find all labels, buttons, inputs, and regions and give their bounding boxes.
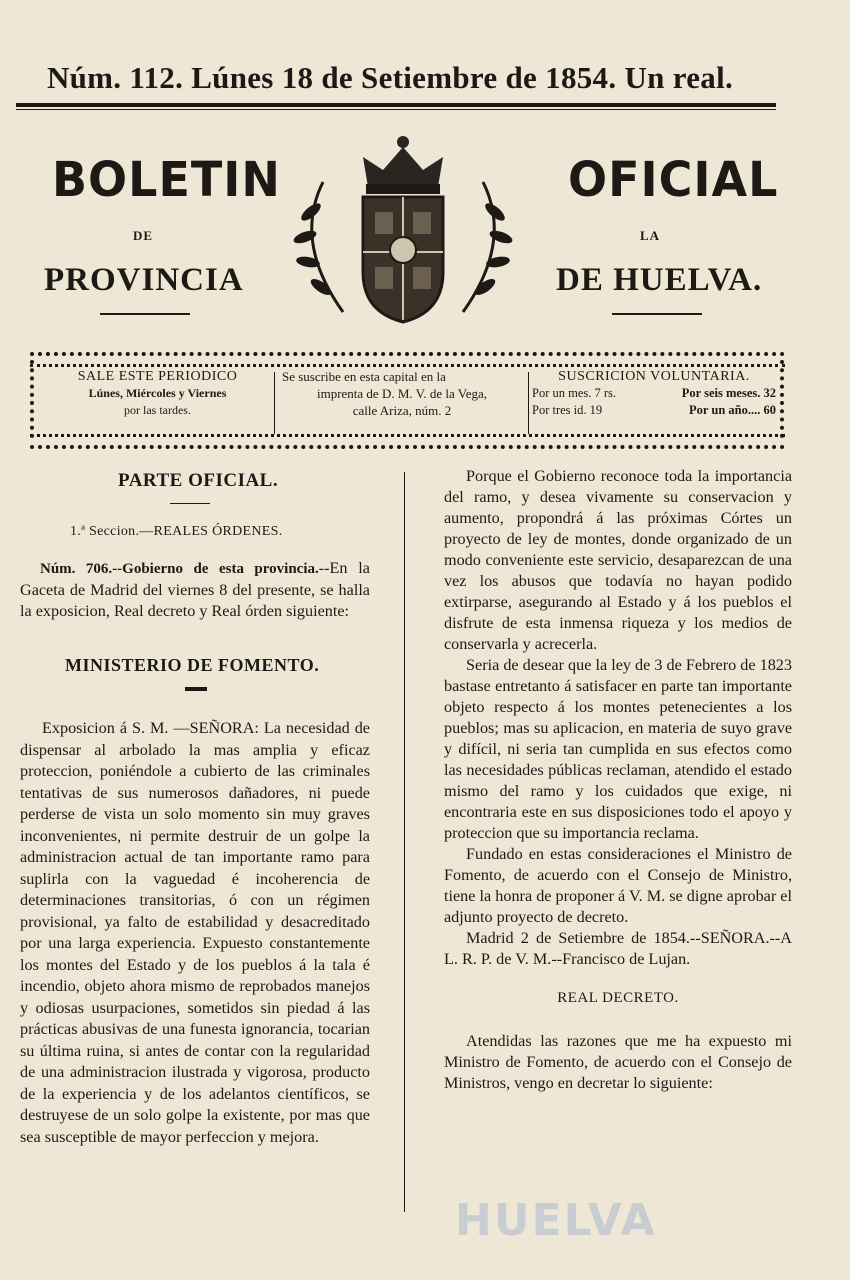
info-left-title: SALE ESTE PERIODICO [77,369,238,384]
ministry-heading: MINISTERIO DE FOMENTO. [65,655,320,675]
masthead-rule-thin [16,109,776,110]
title-flourish-left [100,313,190,315]
info-divider-1 [274,372,275,434]
exposicion-paragraph [20,718,370,1148]
price-one-month: Por un mes. 7 rs. [532,386,617,400]
right-column-text [444,466,792,1094]
price-six-months: Por seis meses. 32 [681,386,776,400]
title-la: LA [640,228,661,243]
info-price-row-2 [532,402,776,419]
section-title: PARTE OFICIAL. [118,470,279,491]
info-subscription-prices [532,368,776,436]
title-de: DE [133,228,154,243]
section-ornament [170,503,210,504]
info-right-title: SUSCRICION VOLUNTARIA. [558,369,750,384]
archive-watermark: HUELVA [455,1195,657,1246]
coat-of-arms-emblem [283,132,523,332]
intro-number: Núm. 706.--Gobierno de esta provincia. [40,561,319,577]
right-paragraph-3: Fundado en estas consideraciones el Ministro de Fomento, de acuerdo con el Consejo de Ministro, tiene la honra de proponer á V. M. se digne aprobar el adjunto proyecto de decreto. [444,845,792,926]
ministry-ornament [185,687,207,691]
exposicion-text: Exposicion á S. M. —SEÑORA: La necesidad de dispensar al arbolado la mas amplia y eficaz proteccion, poniéndole a cubierto de las criminales tentativas de sus numerosos dañadores, ni puede perderse de vista un solo momento sin muy graves inconvenientes, ni permite destruir de un golpe la administracion actual de tan importante ramo para suplirla con la vaguedad é incoherencia de determinaciones transitorias, ó con un régimen provisional, ya falto de estabilidad y desacreditado por una larga experiencia. Expuesto constantemente los montes del Estado y de los pueblos á la tala é incendio, objeto ahora mismo de reprobados manejos y odiosas usurpaciones, sometidos sin piedad á las prácticas abusivas de una funesta ignorancia, tocarian su última ruina, si antes de contar con la regularidad de una administracion ilustrada y vigorosa, producto de la experiencia y de los adelantos científicos, se destruyese de un solo golpe la existente, por mas que sea susceptible de mayor perfeccion y mejora. [20,719,370,1146]
title-boletin: BOLETIN [52,150,281,208]
right-paragraph-1: Porque el Gobierno reconoce toda la importancia del ramo, y desea vivamente su conservacion y aumento, propondrá á las próximas Córtes un proyecto de ley de montes, donde organizado de un modo conveniente este servicio, desaparezcan de una vez los abusos que todavía no hayan podido extirparse, asegurando al Estado y á los pueblos el disfrute de esta inmensa riqueza y los medios de conservarla y acrecerla. [444,467,792,653]
issue-line: Núm. 112. Lúnes 18 de Setiembre de 1854. Un real. [46,60,734,95]
info-publication-schedule [45,368,270,436]
ornament-border-right [780,360,788,438]
title-de-huelva: DE HUELVA. [556,262,763,298]
info-divider-2 [528,372,529,434]
info-subscription-place [282,368,522,436]
info-price-row-1 [532,385,776,402]
price-one-year: Por un año.... 60 [689,403,776,417]
title-oficial: OFICIAL [568,150,779,208]
info-left-line1: Lúnes, Miércoles y Viernes [88,386,227,400]
right-paragraph-5: Atendidas las razones que me ha expuesto mi Ministro de Fomento, de acuerdo con el Consejo de Ministros, vengo en decretar lo siguiente: [444,1032,792,1092]
decree-title: REAL DECRETO. [557,990,679,1006]
price-three-months: Por tres id. 19 [532,403,603,417]
column-divider [404,472,405,1212]
info-middle-line2: imprenta de D. M. V. de la Vega, [316,386,488,401]
right-paragraph-4: Madrid 2 de Setiembre de 1854.--SEÑORA.--A L. R. P. de V. M.--Francisco de Lujan. [444,929,792,968]
right-paragraph-2: Seria de desear que la ley de 3 de Febrero de 1823 bastase entretanto á satisfacer en parte tan importante objeto respecto á los montes petenecientes a los pueblos; mas su aplicacion, en materia de suyo grave y difícil, ni seria tan cumplida en sus efectos como las necesidades públicas reclaman, atendido el estado mismo del ramo y los cuidados que exige, ni encontraria este en sus disposiciones todo el apoyo y proteccion que su importancia reclama. [444,656,792,842]
ornament-border-bottom [30,434,785,449]
info-middle-line3: calle Ariza, núm. 2 [352,403,452,418]
title-provincia: PROVINCIA [44,262,244,298]
masthead-rule [16,103,776,107]
ornament-border-top [30,352,785,367]
info-middle-line1: Se suscribe en esta capital en la [282,369,446,384]
ornament-border-left [30,360,38,438]
intro-text: --En la Gaceta de Madrid del viernes 8 del presente, se halla la exposicion, Real decreto y Real órden siguiente: [20,559,370,620]
subsection-title: 1.ª Seccion.—REALES ÓRDENES. [70,524,283,539]
intro-paragraph [20,558,370,622]
info-left-line2: por las tardes. [124,403,191,417]
title-flourish-right [612,313,702,315]
